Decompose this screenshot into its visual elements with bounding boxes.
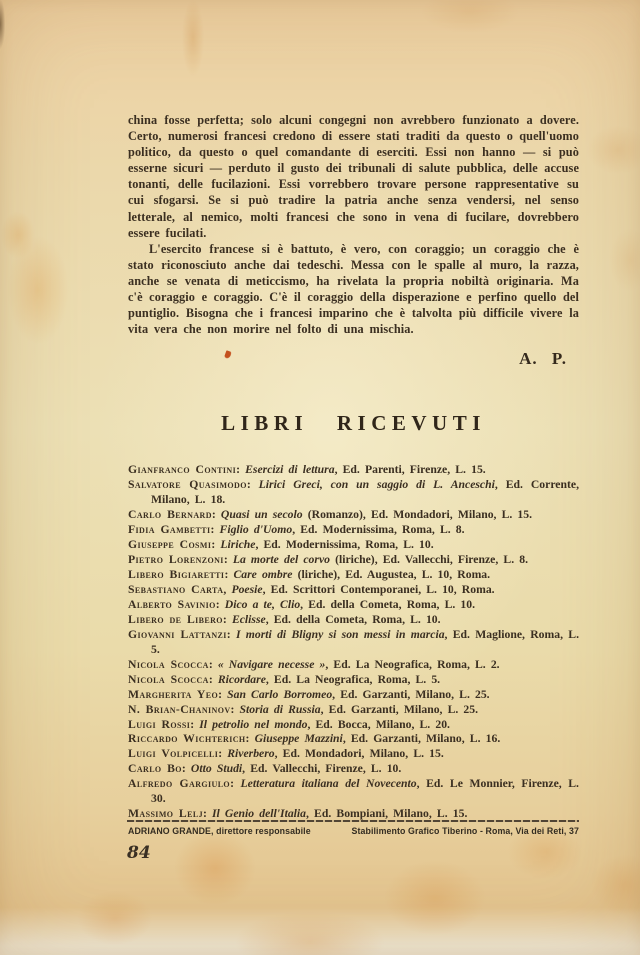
book-entry bbox=[128, 463, 579, 478]
book-title: Riverbero bbox=[227, 747, 275, 761]
author-initials: A. P. bbox=[519, 349, 567, 369]
book-separator: : bbox=[230, 702, 240, 716]
book-separator: : bbox=[210, 523, 220, 537]
book-separator: : bbox=[230, 777, 241, 791]
book-separator: : bbox=[211, 508, 221, 522]
book-author: Sebastiano Carta bbox=[128, 582, 224, 596]
book-entry bbox=[128, 523, 579, 538]
book-details: , Ed. Le Monnier, Firenze, L. 30. bbox=[151, 777, 579, 806]
book-title: « Navigare necesse » bbox=[217, 657, 326, 671]
book-details: (liriche), Ed. Vallecchi, Firenze, L. 8. bbox=[329, 553, 528, 567]
book-entry bbox=[128, 508, 579, 523]
book-separator: : bbox=[224, 567, 234, 581]
book-author: Gianfranco Contini bbox=[128, 463, 237, 477]
book-title: Quasi un secolo bbox=[220, 508, 303, 522]
book-details: , Ed. La Neografica, Roma, L. 5. bbox=[265, 672, 441, 686]
book-author: N. Brian-Chaninov bbox=[128, 702, 231, 716]
book-author: Libero Bigiaretti bbox=[128, 567, 225, 581]
page-number: 84 bbox=[127, 843, 151, 863]
book-separator: : bbox=[226, 627, 236, 641]
book-title: Il Genio dell'Italia bbox=[212, 807, 307, 821]
book-entry bbox=[128, 628, 579, 658]
book-entry bbox=[128, 747, 579, 762]
book-entry bbox=[128, 777, 579, 807]
book-entry bbox=[128, 598, 579, 613]
book-separator: , bbox=[223, 582, 232, 596]
book-title: Liriche bbox=[220, 538, 256, 552]
book-details: , Ed. Bompiani, Milano, L. 15. bbox=[306, 807, 468, 821]
book-separator: : bbox=[215, 597, 225, 611]
book-separator: : bbox=[223, 553, 233, 567]
book-title: Ricordare bbox=[217, 672, 266, 686]
book-entry bbox=[128, 538, 579, 553]
book-details: , Ed. Bocca, Milano, L. 20. bbox=[307, 717, 450, 731]
book-entry bbox=[128, 553, 579, 568]
book-entry bbox=[128, 718, 579, 733]
book-author: Alberto Savinio bbox=[128, 597, 216, 611]
book-details: , Ed. Scrittori Contemporanei, L. 10, Roma. bbox=[262, 582, 495, 596]
book-separator: : bbox=[218, 687, 228, 701]
book-entry bbox=[128, 613, 579, 628]
book-author: Riccardo Wichterich bbox=[128, 732, 246, 746]
book-author: Alfredo Gargiulo bbox=[128, 777, 231, 791]
book-author: Fidia Gambetti bbox=[128, 523, 211, 537]
book-details: , Ed. Modernissima, Roma, L. 8. bbox=[292, 523, 465, 537]
book-separator: : bbox=[190, 717, 200, 731]
book-details: , Ed. La Neografica, Roma, L. 2. bbox=[325, 657, 500, 671]
book-author: Luigi Volpicelli bbox=[128, 747, 219, 761]
book-details: , Ed. Mondadori, Milano, L. 15. bbox=[274, 747, 444, 761]
book-entry bbox=[128, 732, 579, 747]
footer-divider bbox=[127, 820, 579, 822]
book-title: I morti di Bligny si son messi in marcia bbox=[235, 627, 445, 641]
book-author: Nicola Scocca bbox=[128, 672, 209, 686]
books-list bbox=[128, 463, 579, 822]
book-title: Storia di Russia bbox=[239, 702, 321, 716]
book-title: Care ombre bbox=[233, 567, 293, 581]
book-separator: : bbox=[208, 672, 218, 686]
book-details: , Ed. Parenti, Firenze, L. 15. bbox=[334, 463, 486, 477]
book-details: , Ed. Garzanti, Milano, L. 25. bbox=[332, 687, 490, 701]
book-entry bbox=[128, 568, 579, 583]
book-details: , Ed. Vallecchi, Firenze, L. 10. bbox=[242, 762, 402, 776]
book-separator: : bbox=[218, 747, 228, 761]
book-separator: : bbox=[202, 807, 212, 821]
footer bbox=[128, 826, 579, 836]
book-author: Salvatore Quasimodo bbox=[128, 478, 247, 492]
book-separator: : bbox=[236, 463, 246, 477]
book-separator: : bbox=[246, 478, 259, 492]
book-details: , Ed. Corrente, Milano, L. 18. bbox=[151, 478, 579, 507]
book-author: Carlo Bernard bbox=[128, 508, 212, 522]
book-details: , Ed. Maglione, Roma, L. 5. bbox=[151, 627, 580, 656]
book-entry bbox=[128, 583, 579, 598]
footer-director-credit: ADRIANO GRANDE, direttore responsabile bbox=[128, 826, 311, 836]
book-entry bbox=[128, 673, 579, 688]
book-details: (Romanzo), Ed. Mondadori, Milano, L. 15. bbox=[302, 508, 533, 522]
book-title: Figlio d'Uomo bbox=[219, 523, 293, 537]
book-entry bbox=[128, 703, 579, 718]
book-author: Margherita Yeo bbox=[128, 687, 219, 701]
book-separator: : bbox=[181, 762, 191, 776]
book-separator: : bbox=[208, 657, 218, 671]
book-entry bbox=[128, 762, 579, 777]
book-title: Il petrolio nel mondo bbox=[199, 717, 308, 731]
book-details: , Ed. Garzanti, Milano, L. 16. bbox=[342, 732, 501, 746]
book-title: La morte del corvo bbox=[232, 553, 330, 567]
book-entry bbox=[128, 658, 579, 673]
book-title: Otto Studi bbox=[190, 762, 243, 776]
article-paragraph: china fosse perfetta; solo alcuni congegni non avrebbero funzionato a dovere. Certo, numerosi francesi credono di essere stati traditi da questo o quell'uomo politico, da questo o quel comandante di eserciti. Essi non hanno — si può esserne sicuri — perduto il gusto dei tribunali di salute pubblica, delle accuse tonanti, delle fucilazioni. Essi vorrebbero trovare persone rappresentative su cui sfogarsi. Se si può tradire la patria anche senza vendersi, nel senso letterale, al nemico, molti francesi che sono in vena di fucilare, dovrebbero essere fucilati. bbox=[128, 113, 579, 240]
section-title: LIBRI RICEVUTI bbox=[221, 411, 486, 436]
book-title: Lirici Greci, con un saggio di L. Anceschi bbox=[258, 478, 495, 492]
book-author: Carlo Bo bbox=[128, 762, 182, 776]
book-title: Letteratura italiana del Novecento bbox=[240, 777, 417, 791]
book-author: Massimo Lelj bbox=[128, 807, 203, 821]
book-details: , Ed. Garzanti, Milano, L. 25. bbox=[320, 702, 479, 716]
book-title: Esercizi di lettura bbox=[245, 463, 335, 477]
book-entry bbox=[128, 478, 579, 508]
article-paragraph: L'esercito francese si è battuto, è vero, con coraggio; un coraggio che è stato riconosciuto anche dai tedeschi. Messa con le spalle al muro, la razza, anche se venata di meticcismo, ha rivelata la propria nobiltà originaria. Ma c'è coraggio e coraggio. C'è il coraggio della disperazione e perfino quello del puntiglio. Bisogna che i francesi imparino che è talvolta più difficile vivere la vita vera che non morire nel folto di una mischia. bbox=[128, 241, 579, 337]
article-text bbox=[128, 112, 579, 369]
book-author: Giovanni Lattanzi bbox=[128, 627, 227, 641]
book-separator: : bbox=[245, 732, 255, 746]
book-title: Giuseppe Mazzini bbox=[254, 732, 343, 746]
book-author: Giuseppe Cosmi bbox=[128, 538, 212, 552]
book-author: Luigi Rossi bbox=[128, 717, 191, 731]
book-title: Dico a te, Clio bbox=[224, 597, 301, 611]
book-title: Poesie bbox=[231, 582, 263, 596]
book-separator: : bbox=[222, 612, 232, 626]
book-author: Libero de Libero bbox=[128, 612, 223, 626]
book-details: , Ed. della Cometa, Roma, L. 10. bbox=[300, 597, 476, 611]
book-author: Pietro Lorenzoni bbox=[128, 553, 224, 567]
book-title: Eclisse bbox=[231, 612, 266, 626]
book-details: , Ed. Modernissima, Roma, L. 10. bbox=[255, 538, 434, 552]
book-separator: : bbox=[211, 538, 221, 552]
footer-printer-credit: Stabilimento Grafico Tiberino - Roma, Via dei Reti, 37 bbox=[351, 826, 579, 836]
book-title: San Carlo Borromeo bbox=[227, 687, 333, 701]
page-content bbox=[128, 112, 579, 822]
book-details: , Ed. della Cometa, Roma, L. 10. bbox=[265, 612, 441, 626]
book-entry bbox=[128, 688, 579, 703]
book-details: (liriche), Ed. Augustea, L. 10, Roma. bbox=[292, 567, 491, 581]
book-author: Nicola Scocca bbox=[128, 657, 209, 671]
